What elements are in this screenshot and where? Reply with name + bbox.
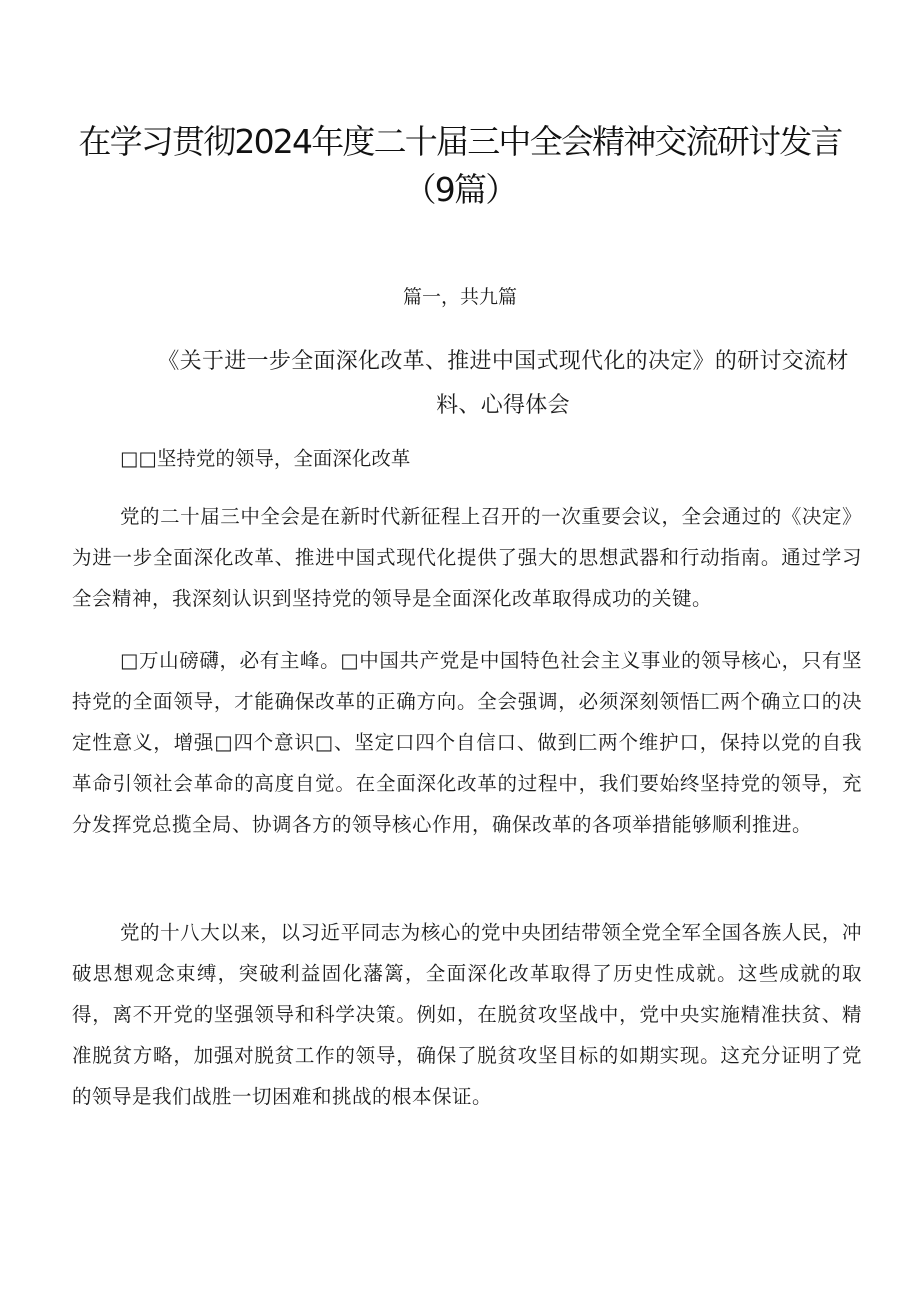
document-subtitle: 《关于进一步全面深化改革、推进中国式现代化的决定》的研讨交流材料、心得体会 [157,349,849,418]
document-title: 在学习贯彻2024年度二十届三中全会精神交流研讨发言（9篇） [78,122,842,209]
paragraph: 党的二十届三中全会是在新时代新征程上召开的一次重要会议，全会通过的《决定》为进一步全面深化改革、推进中国式现代化提供了强大的思想武器和行动指南。通过学习全会精神，我深刻认识到坚持党的领导是全面深化改革取得成功的关键。 [72,505,862,610]
section-heading: □□坚持党的领导，全面深化改革 [120,447,411,470]
paragraph: □万山磅礴，必有主峰。□中国共产党是中国特色社会主义事业的领导核心，只有坚持党的全面领导，才能确保改革的正确方向。全会强调，必须深刻领悟匚两个确立口的决定性意义，增强□四个意识□、坚定口四个自信口、做到匚两个维护口，保持以党的自我革命引领社会革命的高度自觉。在全面深化改革的过程中，我们要始终坚持党的领导，充分发挥党总揽全局、协调各方的领导核心作用，确保改革的各项举措能够顺利推进。 [72,649,862,836]
paragraph: 党的十八大以来，以习近平同志为核心的党中央团结带领全党全军全国各族人民，冲破思想观念束缚，突破利益固化藩篱，全面深化改革取得了历史性成就。这些成就的取得，离不开党的坚强领导和科学决策。例如，在脱贫攻坚战中，党中央实施精准扶贫、精准脱贫方略，加强对脱贫工作的领导，确保了脱贫攻坚目标的如期实现。这充分证明了党的领导是我们战胜一切困难和挑战的根本保证。 [72,921,862,1108]
section-label: 篇一，共九篇 [402,286,517,308]
